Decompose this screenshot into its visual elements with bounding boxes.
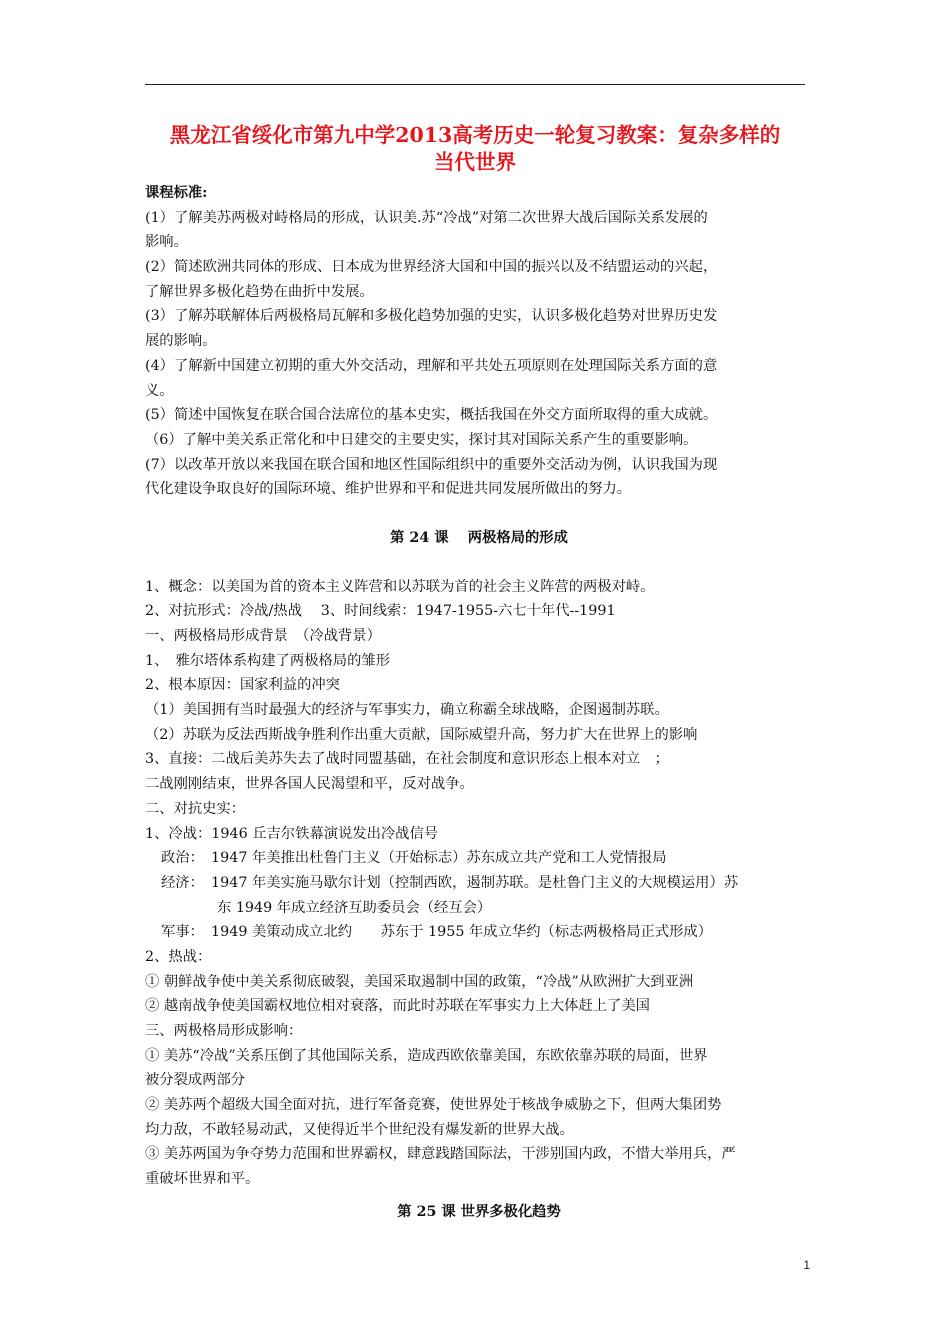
title-line-1: 黑龙江省绥化市第九中学2013高考历史一轮复习教案：复杂多样的: [169, 123, 781, 147]
lesson-line: 均力敌，不敢轻易动武，又使得近半个世纪没有爆发新的世界大战。: [145, 1121, 574, 1138]
lesson-line: 二、对抗史实：: [145, 800, 246, 817]
standards-line: （6）了解中美关系正常化和中日建交的主要史实，探讨其对国际关系产生的重要影响。: [145, 431, 698, 448]
lesson-line: 一、两极格局形成背景 （冷战背景）: [145, 628, 381, 644]
standards-line: 义。: [145, 382, 174, 399]
lesson-line: ① 朝鲜战争使中美关系彻底破裂，美国采取遏制中国的政策，“冷战”从欧洲扩大到亚洲: [145, 973, 694, 990]
lesson-line: 2、根本原因：国家利益的冲突: [145, 677, 340, 694]
cold-war-economy-cont: 东 1949 年成立经济互助委员会（经互会）: [217, 899, 492, 916]
lesson-line: 1、冷战：1946 丘吉尔铁幕演说发出冷战信号: [145, 825, 439, 842]
lesson-line: 二战刚刚结束，世界各国人民渴望和平，反对战争。: [145, 776, 474, 793]
lesson-line: 3、直接：二战后美苏失去了战时同盟基础，在社会制度和意识形态上根本对立 ；: [145, 751, 669, 768]
lesson-line: 被分裂成两部分: [145, 1072, 246, 1089]
standards-line: (2）简述欧洲共同体的形成、日本成为世界经济大国和中国的振兴以及不结盟运动的兴起，: [145, 259, 718, 276]
lesson-line: 1、 雅尔塔体系构建了两极格局的雏形: [145, 652, 390, 669]
lesson-line: 2、对抗形式：冷战/热战 3、时间线索：1947-1955-六七十年代--1991: [145, 603, 616, 620]
cold-war-military: 军事： 1949 美策动成立北约 苏东于 1955 年成立华约（标志两极格局正式形成）: [161, 924, 713, 941]
lesson-line: ① 美苏“冷战”关系压倒了其他国际关系，造成西欧依靠美国，东欧依靠苏联的局面，世界: [145, 1047, 708, 1064]
standards-heading: 课程标准:: [145, 185, 208, 201]
lesson-25-heading: 第 25 课 世界多极化趋势: [397, 1203, 561, 1220]
standards-line: (5）简述中国恢复在联合国合法席位的基本史实，概括我国在外交方面所取得的重大成就。: [145, 407, 718, 424]
document-title: [145, 122, 805, 176]
cold-war-politics: 政治： 1947 年美推出杜鲁门主义（开始标志）苏东成立共产党和工人党情报局: [161, 850, 667, 867]
standards-line: (3）了解苏联解体后两极格局瓦解和多极化趋势加强的史实，认识多极化趋势对世界历史发: [145, 308, 718, 325]
title-line-2: 当代世界: [434, 150, 516, 174]
standards-line: 影响。: [145, 234, 188, 251]
lesson-line: ② 越南战争使美国霸权地位相对衰落，而此时苏联在军事实力上大体赶上了美国: [145, 998, 650, 1015]
cold-war-economy: 经济： 1947 年美实施马歇尔计划（控制西欧，遏制苏联。是杜鲁门主义的大规模运用）苏: [161, 874, 739, 891]
standards-line: (1）了解美苏两极对峙格局的形成，认识美.苏“冷战”对第二次世界大战后国际关系发展的: [145, 209, 708, 226]
lesson-line: 三、两极格局形成影响：: [145, 1023, 303, 1039]
page-number: 1: [803, 1258, 810, 1272]
lesson-line: ② 美苏两个超级大国全面对抗，进行军备竞赛，使世界处于核战争威胁之下，但两大集团势: [145, 1097, 722, 1114]
lesson-line: 2、热战：: [145, 948, 212, 965]
lesson-line: ③ 美苏两国为争夺势力范围和世界霸权，肆意践踏国际法，干涉别国内政，不惜大举用兵，严: [145, 1146, 736, 1163]
standards-line: 了解世界多极化趋势在曲折中发展。: [145, 283, 374, 300]
standards-line: (4）了解新中国建立初期的重大外交活动，理解和平共处五项原则在处理国际关系方面的意: [145, 357, 718, 374]
lesson-line: 重破坏世界和平。: [145, 1171, 260, 1188]
lesson-line: 1、概念：以美国为首的资本主义阵营和以苏联为首的社会主义阵营的两极对峙。: [145, 578, 655, 595]
standards-line: (7）以改革开放以来我国在联合国和地区性国际组织中的重要外交活动为例，认识我国为现: [145, 456, 718, 473]
lesson-24-heading: 第 24 课 两极格局的形成: [390, 529, 568, 546]
document-body: [145, 181, 813, 1225]
standards-line: 展的影响。: [145, 333, 217, 350]
lesson-line: （2）苏联为反法西斯战争胜利作出重大贡献，国际威望升高，努力扩大在世界上的影响: [145, 726, 698, 743]
header-rule: [145, 84, 805, 85]
standards-line: 代化建设争取良好的国际环境、维护世界和平和促进共同发展所做出的努力。: [145, 481, 632, 498]
lesson-line: （1）美国拥有当时最强大的经济与军事实力，确立称霸全球战略，企图遏制苏联。: [145, 702, 669, 719]
